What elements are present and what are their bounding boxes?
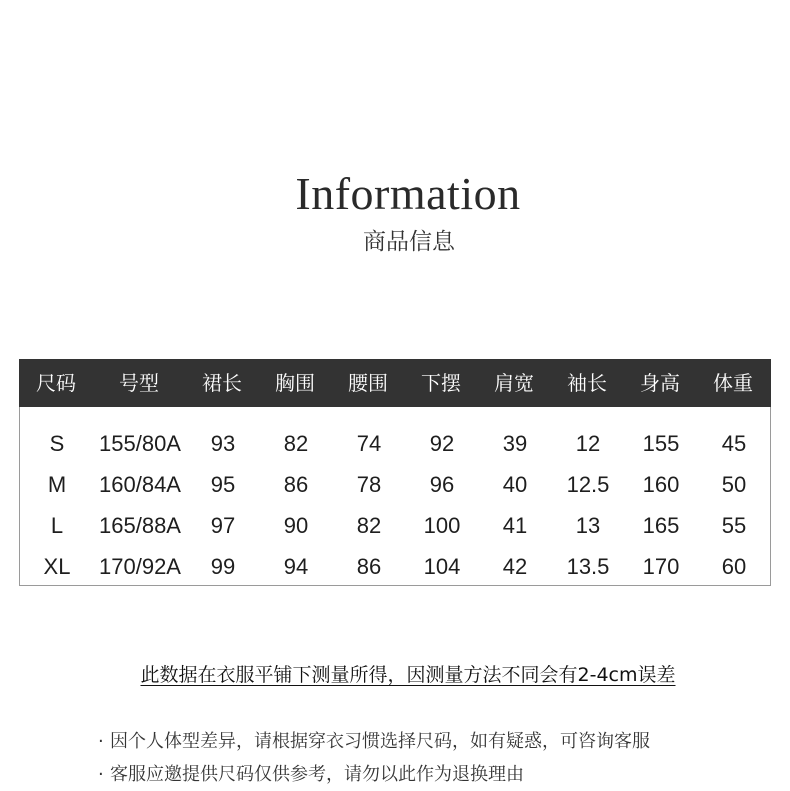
column-header: 体重	[713, 371, 753, 395]
size-table-header	[19, 359, 771, 407]
measurement-notice-text: 此数据在衣服平铺下测量所得，因测量方法不同会有2-4cm误差	[140, 664, 676, 686]
column-header: 裙长	[202, 371, 242, 395]
column-header: 下摆	[421, 371, 461, 395]
column-header: 袖长	[567, 371, 607, 395]
table-cell: 78	[356, 472, 382, 497]
column-header: 肩宽	[494, 371, 534, 395]
column-header: 尺码	[36, 371, 76, 395]
table-cell: 55	[721, 513, 747, 538]
table-cell: 99	[210, 554, 236, 579]
table-cell: 82	[283, 431, 309, 456]
table-cell: 74	[356, 431, 382, 456]
tip-bullet-marker: ·	[98, 764, 104, 785]
table-cell: S	[49, 431, 65, 456]
table-cell: M	[47, 472, 67, 497]
table-cell: 50	[721, 472, 747, 497]
title-english: Information	[295, 168, 521, 219]
table-cell: 165/88A	[99, 513, 181, 538]
table-cell: 100	[423, 513, 461, 538]
table-cell: 94	[283, 554, 309, 579]
column-header: 身高	[640, 371, 680, 395]
table-cell: 170/92A	[99, 554, 181, 579]
tip-item	[98, 758, 758, 791]
table-cell: 95	[210, 472, 236, 497]
table-cell: 86	[356, 554, 382, 579]
table-cell: 13.5	[566, 554, 610, 579]
column-header: 号型	[119, 371, 159, 395]
measurement-notice	[0, 661, 790, 689]
table-cell: 12.5	[566, 472, 610, 497]
table-cell: 97	[210, 513, 236, 538]
table-cell: 41	[502, 513, 528, 538]
table-cell: 93	[210, 431, 236, 456]
tip-text: 客服应邀提供尺码仅供参考，请勿以此作为退换理由	[110, 764, 524, 785]
table-cell: 13	[575, 513, 601, 538]
size-table	[19, 359, 771, 586]
table-cell: 155	[642, 431, 680, 456]
table-cell: 160/84A	[99, 472, 181, 497]
table-cell: 165	[642, 513, 680, 538]
table-cell: 104	[423, 554, 461, 579]
tip-item	[98, 725, 758, 758]
table-cell: L	[50, 513, 64, 538]
table-cell: 82	[356, 513, 382, 538]
table-cell: 170	[642, 554, 680, 579]
table-cell: 90	[283, 513, 309, 538]
table-cell: 40	[502, 472, 528, 497]
table-cell: 39	[502, 431, 528, 456]
table-cell: 45	[721, 431, 747, 456]
table-cell: 96	[429, 472, 455, 497]
table-cell: 42	[502, 554, 528, 579]
table-cell: 12	[575, 431, 601, 456]
table-cell: 155/80A	[99, 431, 181, 456]
table-cell: 86	[283, 472, 309, 497]
column-header: 胸围	[275, 371, 315, 395]
title-chinese: 商品信息	[363, 229, 455, 255]
tip-text: 因个人体型差异，请根据穿衣习惯选择尺码，如有疑惑，可咨询客服	[110, 731, 650, 752]
tips-list	[98, 725, 758, 791]
table-cell: 60	[721, 554, 747, 579]
tip-bullet-marker: ·	[98, 731, 104, 752]
table-cell: 92	[429, 431, 455, 456]
table-cell: XL	[43, 554, 71, 579]
table-cell: 160	[642, 472, 680, 497]
column-header: 腰围	[348, 371, 388, 395]
